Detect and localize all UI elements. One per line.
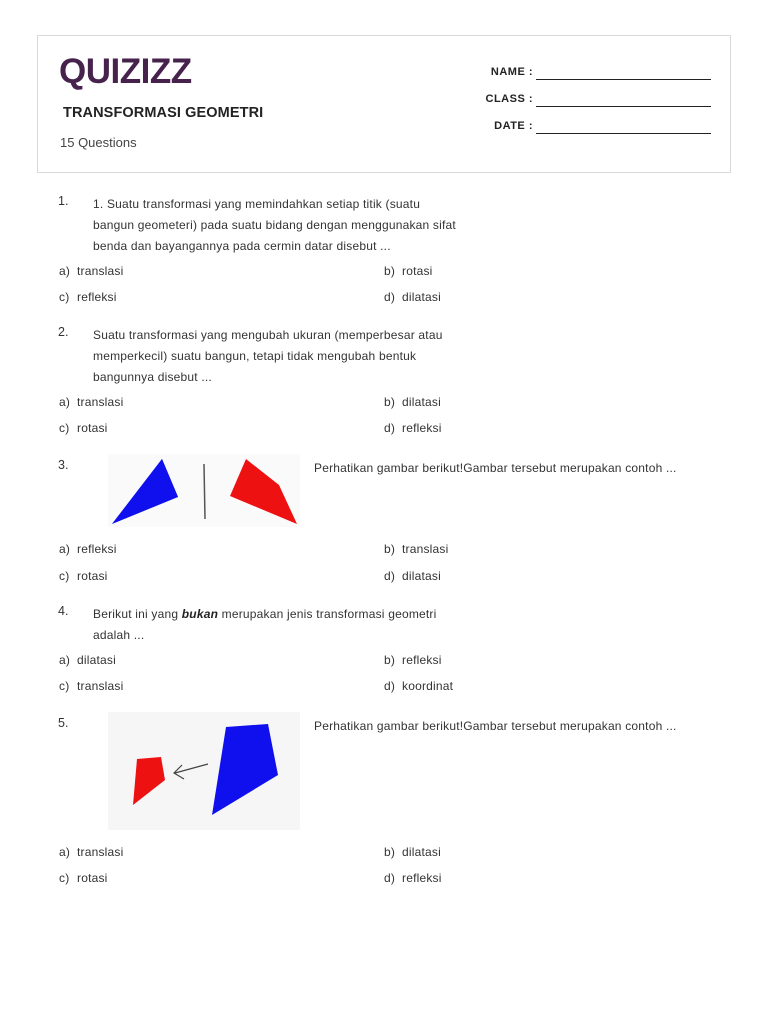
option-letter: a) xyxy=(59,395,71,409)
question-line: memperkecil) suatu bangun, tetapi tidak mengubah bentuk xyxy=(93,349,417,363)
question-number: 5. xyxy=(58,716,69,730)
question-text xyxy=(93,325,473,388)
class-label: CLASS : xyxy=(485,93,533,105)
option-text: rotasi xyxy=(77,871,108,885)
option-letter: b) xyxy=(384,395,396,409)
option-text: koordinat xyxy=(402,679,454,693)
option-letter: d) xyxy=(384,569,396,583)
emphasis-text: bukan xyxy=(181,607,219,621)
option-a[interactable] xyxy=(59,395,123,409)
option-letter: c) xyxy=(59,871,70,885)
option-a[interactable] xyxy=(59,264,123,278)
dilation-figure xyxy=(108,712,300,830)
option-letter: a) xyxy=(59,845,71,859)
option-text: refleksi xyxy=(77,290,117,304)
question-text xyxy=(93,194,473,257)
option-letter: b) xyxy=(384,264,396,278)
class-field[interactable] xyxy=(458,93,718,113)
question-line: 1. Suatu transformasi yang memindahkan setiap titik (suatu xyxy=(93,197,421,211)
option-text: refleksi xyxy=(402,871,442,885)
class-line[interactable] xyxy=(536,106,711,107)
option-text: dilatasi xyxy=(402,395,441,409)
option-letter: a) xyxy=(59,264,71,278)
option-letter: d) xyxy=(384,871,396,885)
option-text: rotasi xyxy=(77,421,108,435)
option-c[interactable] xyxy=(59,871,108,885)
option-text: dilatasi xyxy=(402,845,441,859)
option-text: rotasi xyxy=(402,264,433,278)
option-text: dilatasi xyxy=(402,290,441,304)
question-line xyxy=(93,604,473,625)
worksheet-header xyxy=(37,35,731,173)
quiz-title: TRANSFORMASI GEOMETRI xyxy=(63,105,264,121)
question-text xyxy=(93,604,473,646)
quizizz-logo xyxy=(59,50,199,92)
name-label: NAME : xyxy=(490,66,533,78)
option-letter: c) xyxy=(59,290,70,304)
mirror-line xyxy=(204,464,205,519)
reflection-figure xyxy=(108,454,300,527)
option-b[interactable] xyxy=(384,845,441,859)
text-after: merupakan jenis transformasi geometri xyxy=(218,607,437,621)
question-line: bangun geometeri) pada suatu bidang dengan menggunakan sifat xyxy=(93,218,456,232)
option-c[interactable] xyxy=(59,421,108,435)
option-text: translasi xyxy=(77,679,124,693)
date-field[interactable] xyxy=(458,120,718,140)
option-c[interactable] xyxy=(59,569,108,583)
option-letter: c) xyxy=(59,569,70,583)
question-line: bangunnya disebut ... xyxy=(93,370,212,384)
option-letter: c) xyxy=(59,679,70,693)
question-number: 2. xyxy=(58,325,69,339)
option-letter: d) xyxy=(384,290,396,304)
option-text: dilatasi xyxy=(77,653,116,667)
option-a[interactable] xyxy=(59,542,117,556)
option-letter: a) xyxy=(59,653,71,667)
option-d[interactable] xyxy=(384,569,441,583)
option-letter: b) xyxy=(384,653,396,667)
option-letter: b) xyxy=(384,845,396,859)
option-b[interactable] xyxy=(384,542,448,556)
option-text: translasi xyxy=(77,264,124,278)
option-c[interactable] xyxy=(59,290,117,304)
option-text: refleksi xyxy=(402,653,442,667)
date-label: DATE : xyxy=(494,120,533,132)
svg-text:QUIZIZZ: QUIZIZZ xyxy=(59,52,192,91)
dilation-image xyxy=(108,712,300,830)
question-line: adalah ... xyxy=(93,628,145,642)
option-letter: b) xyxy=(384,542,396,556)
option-c[interactable] xyxy=(59,679,123,693)
question-count: 15 Questions xyxy=(60,135,137,150)
date-line[interactable] xyxy=(536,133,711,134)
option-text: refleksi xyxy=(402,421,442,435)
option-text: rotasi xyxy=(77,569,108,583)
question-text: Perhatikan gambar berikut!Gambar tersebut merupakan contoh ... xyxy=(314,719,677,733)
option-letter: d) xyxy=(384,679,396,693)
option-b[interactable] xyxy=(384,264,433,278)
question-line: Suatu transformasi yang mengubah ukuran (memperbesar atau xyxy=(93,328,443,342)
option-b[interactable] xyxy=(384,653,442,667)
option-letter: c) xyxy=(59,421,70,435)
option-letter: d) xyxy=(384,421,396,435)
name-field[interactable] xyxy=(458,66,718,86)
question-number: 4. xyxy=(58,604,69,618)
name-line[interactable] xyxy=(536,79,711,80)
question-number: 3. xyxy=(58,458,69,472)
option-text: translasi xyxy=(402,542,449,556)
question-number: 1. xyxy=(58,194,69,208)
option-a[interactable] xyxy=(59,845,123,859)
question-text: Perhatikan gambar berikut!Gambar tersebut merupakan contoh ... xyxy=(314,461,677,475)
option-a[interactable] xyxy=(59,653,116,667)
option-d[interactable] xyxy=(384,679,453,693)
option-text: refleksi xyxy=(77,542,117,556)
option-letter: a) xyxy=(59,542,71,556)
option-d[interactable] xyxy=(384,290,441,304)
option-d[interactable] xyxy=(384,871,442,885)
question-line: benda dan bayangannya pada cermin datar disebut ... xyxy=(93,239,391,253)
option-text: dilatasi xyxy=(402,569,441,583)
option-d[interactable] xyxy=(384,421,442,435)
reflection-image xyxy=(108,454,300,527)
option-text: translasi xyxy=(77,845,124,859)
option-b[interactable] xyxy=(384,395,441,409)
option-text: translasi xyxy=(77,395,124,409)
text-before: Berikut ini yang xyxy=(93,607,182,621)
